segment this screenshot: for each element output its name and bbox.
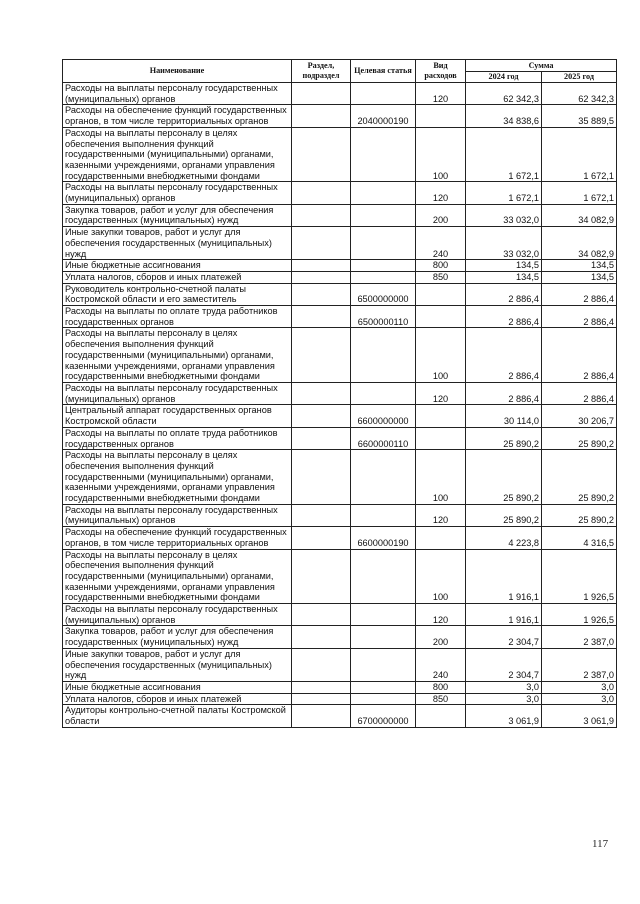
row-name: Закупка товаров, работ и услуг для обеспечения государственных (муниципальных) нужд [63,204,292,226]
row-target [351,549,416,604]
table-row [63,182,617,204]
header-name: Наименование [63,60,292,83]
row-section [292,427,351,449]
table-row [63,681,617,693]
row-expense-type [416,405,466,427]
row-section [292,648,351,681]
page-number: 117 [592,838,609,850]
table-body [63,83,617,728]
row-sum-2025: 2 387,0 [542,626,617,648]
table-row [63,260,617,272]
row-section [292,405,351,427]
table-row [63,271,617,283]
row-sum-2024: 25 890,2 [466,427,542,449]
table-row [63,427,617,449]
row-sum-2025: 30 206,7 [542,405,617,427]
row-target [351,127,416,182]
row-target: 6600000190 [351,527,416,549]
row-sum-2025: 34 082,9 [542,227,617,260]
table-row [63,450,617,505]
row-target [351,271,416,283]
table-row [63,127,617,182]
row-section [292,227,351,260]
row-sum-2024: 3,0 [466,693,542,705]
table-row [63,328,617,383]
row-sum-2024: 2 886,4 [466,283,542,305]
row-sum-2024: 25 890,2 [466,450,542,505]
row-sum-2025: 2 886,4 [542,283,617,305]
row-expense-type: 850 [416,693,466,705]
row-expense-type: 200 [416,626,466,648]
row-name: Расходы на выплаты персоналу государственных (муниципальных) органов [63,83,292,105]
row-sum-2025: 1 672,1 [542,182,617,204]
row-expense-type [416,283,466,305]
row-name: Расходы на обеспечение функций государственных органов, в том числе территориальных органов [63,105,292,127]
table-row [63,527,617,549]
row-expense-type [416,105,466,127]
row-expense-type: 120 [416,504,466,526]
row-sum-2024: 3,0 [466,681,542,693]
row-section [292,306,351,328]
row-target: 6700000000 [351,705,416,727]
row-section [292,328,351,383]
row-section [292,693,351,705]
table-row [63,549,617,604]
row-expense-type: 200 [416,204,466,226]
row-section [292,626,351,648]
row-target [351,681,416,693]
row-section [292,83,351,105]
table-row [63,105,617,127]
row-section [292,681,351,693]
row-sum-2024: 30 114,0 [466,405,542,427]
row-sum-2025: 1 926,5 [542,549,617,604]
row-name: Уплата налогов, сборов и иных платежей [63,693,292,705]
row-section [292,127,351,182]
row-expense-type: 100 [416,549,466,604]
row-target: 6600000000 [351,405,416,427]
row-sum-2025: 25 890,2 [542,504,617,526]
row-target: 2040000190 [351,105,416,127]
row-name: Иные закупки товаров, работ и услуг для обеспечения государственных (муниципальных) нужд [63,648,292,681]
row-name: Иные бюджетные ассигнования [63,260,292,272]
row-target [351,648,416,681]
row-sum-2024: 33 032,0 [466,227,542,260]
header-expense-type: Вид расходов [416,60,466,83]
row-name: Расходы на выплаты персоналу государственных (муниципальных) органов [63,182,292,204]
table-row [63,227,617,260]
header-sum: Сумма [466,60,617,72]
row-target [351,260,416,272]
row-target [351,382,416,404]
row-target [351,204,416,226]
table-row [63,382,617,404]
header-year-2024: 2024 год [466,72,542,83]
row-section [292,527,351,549]
row-name: Расходы на выплаты персоналу государственных (муниципальных) органов [63,504,292,526]
header-section: Раздел, подраздел [292,60,351,83]
row-sum-2024: 134,5 [466,260,542,272]
row-section [292,382,351,404]
table-row [63,283,617,305]
row-target [351,693,416,705]
table-row [63,705,617,727]
row-expense-type [416,527,466,549]
row-target [351,450,416,505]
row-expense-type: 100 [416,328,466,383]
table-row [63,626,617,648]
row-expense-type: 240 [416,648,466,681]
row-name: Расходы на выплаты по оплате труда работников государственных органов [63,427,292,449]
header-target: Целевая статья [351,60,416,83]
row-sum-2025: 3 061,9 [542,705,617,727]
row-sum-2025: 25 890,2 [542,427,617,449]
row-sum-2025: 3,0 [542,693,617,705]
row-sum-2025: 62 342,3 [542,83,617,105]
row-section [292,705,351,727]
row-sum-2025: 1 926,5 [542,604,617,626]
row-name: Закупка товаров, работ и услуг для обеспечения государственных (муниципальных) нужд [63,626,292,648]
row-name: Расходы на выплаты персоналу в целях обеспечения выполнения функций государственными (муниципальными) органами, казенными учреждениями, органами управления государственными внебюджетными фондами [63,450,292,505]
row-section [292,105,351,127]
row-sum-2024: 62 342,3 [466,83,542,105]
row-sum-2025: 1 672,1 [542,127,617,182]
row-sum-2024: 2 304,7 [466,648,542,681]
table-row [63,648,617,681]
row-section [292,260,351,272]
row-sum-2024: 1 672,1 [466,182,542,204]
row-expense-type: 240 [416,227,466,260]
row-sum-2024: 1 916,1 [466,604,542,626]
row-expense-type: 120 [416,83,466,105]
row-target: 6500000110 [351,306,416,328]
row-expense-type [416,306,466,328]
row-sum-2024: 34 838,6 [466,105,542,127]
row-target [351,227,416,260]
row-section [292,271,351,283]
row-target [351,182,416,204]
row-expense-type: 850 [416,271,466,283]
row-expense-type [416,427,466,449]
row-sum-2025: 35 889,5 [542,105,617,127]
row-name: Центральный аппарат государственных органов Костромской области [63,405,292,427]
row-sum-2024: 33 032,0 [466,204,542,226]
row-name: Расходы на выплаты персоналу в целях обеспечения выполнения функций государственными (муниципальными) органами, казенными учреждениями, органами управления государственными внебюджетными фондами [63,127,292,182]
row-sum-2025: 134,5 [542,271,617,283]
row-sum-2024: 1 672,1 [466,127,542,182]
row-section [292,549,351,604]
row-sum-2025: 25 890,2 [542,450,617,505]
row-target [351,604,416,626]
table-row [63,504,617,526]
row-name: Расходы на обеспечение функций государственных органов, в том числе территориальных органов [63,527,292,549]
row-name: Расходы на выплаты персоналу в целях обеспечения выполнения функций государственными (муниципальными) органами, казенными учреждениями, органами управления государственными внебюджетными фондами [63,549,292,604]
row-sum-2025: 4 316,5 [542,527,617,549]
table-row [63,604,617,626]
row-sum-2024: 2 886,4 [466,306,542,328]
row-name: Аудиторы контрольно-счетной палаты Костромской области [63,705,292,727]
row-target [351,626,416,648]
row-section [292,283,351,305]
row-name: Руководитель контрольно-счетной палаты Костромской области и его заместитель [63,283,292,305]
row-section [292,182,351,204]
row-sum-2024: 25 890,2 [466,504,542,526]
row-name: Расходы на выплаты персоналу государственных (муниципальных) органов [63,604,292,626]
row-sum-2024: 2 886,4 [466,328,542,383]
row-sum-2025: 2 886,4 [542,328,617,383]
row-section [292,504,351,526]
row-sum-2025: 3,0 [542,681,617,693]
row-name: Иные закупки товаров, работ и услуг для обеспечения государственных (муниципальных) нужд [63,227,292,260]
table-row [63,306,617,328]
row-expense-type: 100 [416,450,466,505]
table-row [63,204,617,226]
row-expense-type: 120 [416,382,466,404]
row-expense-type: 100 [416,127,466,182]
table-row [63,405,617,427]
row-sum-2024: 3 061,9 [466,705,542,727]
row-name: Иные бюджетные ассигнования [63,681,292,693]
row-name: Расходы на выплаты персоналу государственных (муниципальных) органов [63,382,292,404]
row-sum-2024: 2 304,7 [466,626,542,648]
row-sum-2025: 134,5 [542,260,617,272]
row-section [292,604,351,626]
row-sum-2024: 4 223,8 [466,527,542,549]
row-expense-type: 120 [416,182,466,204]
row-target: 6500000000 [351,283,416,305]
row-sum-2025: 34 082,9 [542,204,617,226]
row-expense-type [416,705,466,727]
row-section [292,204,351,226]
row-target: 6600000110 [351,427,416,449]
row-section [292,450,351,505]
row-sum-2024: 134,5 [466,271,542,283]
budget-table [62,59,617,728]
row-name: Расходы на выплаты по оплате труда работников государственных органов [63,306,292,328]
row-target [351,504,416,526]
row-expense-type: 800 [416,681,466,693]
table-row [63,693,617,705]
table-row [63,83,617,105]
row-target [351,83,416,105]
row-name: Расходы на выплаты персоналу в целях обеспечения выполнения функций государственными (муниципальными) органами, казенными учреждениями, органами управления государственными внебюджетными фондами [63,328,292,383]
row-target [351,328,416,383]
row-sum-2025: 2 886,4 [542,382,617,404]
row-expense-type: 800 [416,260,466,272]
row-sum-2025: 2 886,4 [542,306,617,328]
header-year-2025: 2025 год [542,72,617,83]
row-sum-2024: 2 886,4 [466,382,542,404]
row-name: Уплата налогов, сборов и иных платежей [63,271,292,283]
row-sum-2024: 1 916,1 [466,549,542,604]
row-expense-type: 120 [416,604,466,626]
row-sum-2025: 2 387,0 [542,648,617,681]
